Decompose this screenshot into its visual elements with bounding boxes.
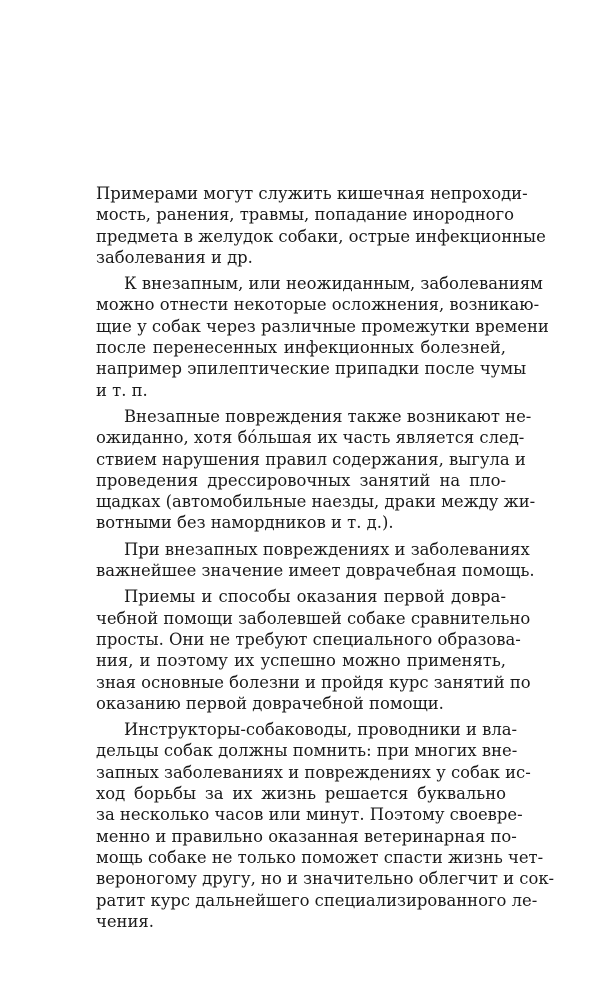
- text-line: зная основные болезни и пройдя курс занятий по: [96, 672, 531, 692]
- text-line: можно отнести некоторые осложнения, возникаю-: [96, 295, 540, 315]
- text-line: ния, и поэтому их успешно можно применять,: [96, 651, 506, 671]
- text-line: заболевания и др.: [96, 247, 253, 267]
- text-line: дельцы собак должны помнить: при многих вне-: [96, 741, 518, 761]
- paragraph-2: [96, 273, 549, 401]
- text-line: вотными без намордников и т. д.).: [96, 513, 394, 533]
- body-text: [96, 183, 555, 937]
- text-line: и т. п.: [96, 380, 148, 400]
- text-line: оказанию первой доврачебной помощи.: [96, 693, 444, 713]
- text-line: мощь собаке не только поможет спасти жизнь чет-: [96, 847, 544, 867]
- text-line: ствием нарушения правил содержания, выгула и: [96, 449, 526, 469]
- text-line: проведения дрессировочных занятий на пло-: [96, 470, 506, 490]
- text-line: Приемы и способы оказания первой довра-: [124, 587, 506, 607]
- text-line: после перенесенных инфекционных болезней,: [96, 338, 506, 358]
- text-line: запных заболеваниях и повреждениях у собак ис-: [96, 762, 531, 782]
- text-line: например эпилептические припадки после чумы: [96, 359, 527, 379]
- text-line: просты. Они не требуют специального образова-: [96, 629, 521, 649]
- text-line: щие у собак через различные промежутки времени: [96, 316, 549, 336]
- paragraph-3: [96, 406, 536, 534]
- text-line: за несколько часов или минут. Поэтому своевре-: [96, 805, 523, 825]
- text-line: щадках (автомобильные наезды, драки между жи-: [96, 492, 536, 512]
- text-line: мость, ранения, травмы, попадание инородного: [96, 205, 515, 225]
- text-line: ожиданно, хотя бóльшая их часть является след-: [96, 428, 525, 448]
- text-line: Внезапные повреждения также возникают не-: [124, 406, 532, 426]
- text-line: чебной помощи заболевшей собаке сравнительно: [96, 608, 531, 628]
- text-line: вероногому другу, но и значительно облегчит и сок-: [96, 869, 555, 889]
- text-line: чения.: [96, 911, 154, 931]
- paragraph-6: [96, 719, 555, 932]
- paragraph-4: [96, 539, 535, 582]
- text-line: ход борьбы за их жизнь решается буквально: [96, 784, 506, 804]
- text-line: Инструкторы-собаководы, проводники и вла-: [124, 720, 518, 740]
- text-line: Примерами могут служить кишечная непроходи-: [96, 184, 528, 203]
- text-line: менно и правильно оказанная ветеринарная по-: [96, 826, 517, 846]
- paragraph-5: [96, 586, 531, 714]
- text-line: К внезапным, или неожиданным, заболеваниям: [124, 274, 543, 294]
- text-line: ратит курс дальнейшего специализированного ле-: [96, 890, 538, 910]
- text-line: важнейшее значение имеет доврачебная помощь.: [96, 561, 535, 581]
- text-line: предмета в желудок собаки, острые инфекционные: [96, 226, 546, 246]
- paragraph-1: [96, 183, 546, 268]
- text-line: При внезапных повреждениях и заболеваниях: [124, 539, 530, 559]
